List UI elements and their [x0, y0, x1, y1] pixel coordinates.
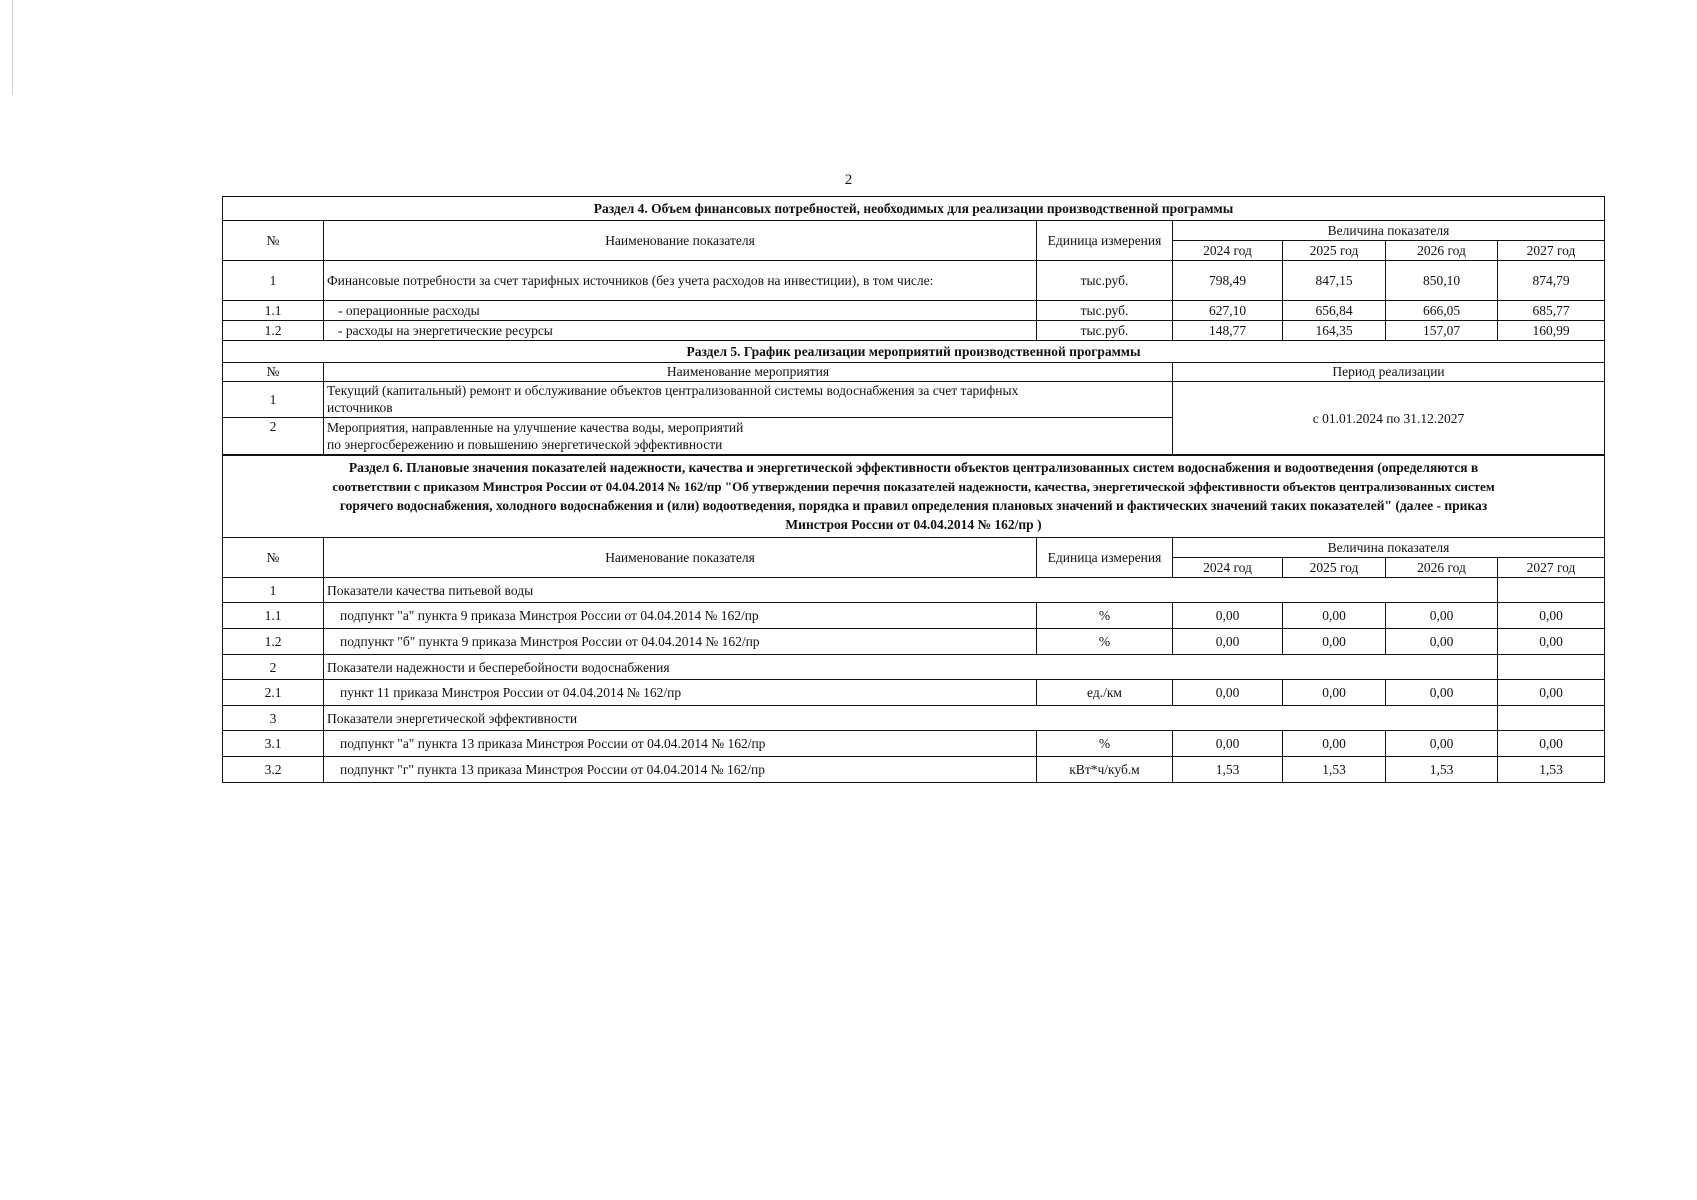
- row-value: 0,00: [1498, 603, 1605, 629]
- row-value: 1,53: [1283, 757, 1386, 783]
- col-header-name: Наименование показателя: [324, 221, 1037, 261]
- section5-table: [222, 340, 1605, 456]
- row-unit: тыс.руб.: [1037, 261, 1173, 301]
- row-name-line: по энергосбережению и повышению энергетической эффективности: [327, 437, 723, 452]
- table-row: [223, 321, 1605, 341]
- col-header-year: 2025 год: [1283, 241, 1386, 261]
- row-num: 1.1: [223, 603, 324, 629]
- group-row: [223, 578, 1605, 603]
- col-header-year: 2025 год: [1283, 558, 1386, 578]
- row-value: 1,53: [1498, 757, 1605, 783]
- table-row: [223, 381, 1605, 417]
- row-value: 0,00: [1386, 680, 1498, 706]
- row-unit: кВт*ч/куб.м: [1037, 757, 1173, 783]
- row-value: 0,00: [1283, 603, 1386, 629]
- row-value: 847,15: [1283, 261, 1386, 301]
- row-value: 0,00: [1173, 603, 1283, 629]
- row-name: подпункт "б" пункта 9 приказа Минстроя России от 04.04.2014 № 162/пр: [324, 629, 1037, 655]
- row-value: 160,99: [1498, 321, 1605, 341]
- row-unit: %: [1037, 603, 1173, 629]
- section6-title: [223, 455, 1605, 538]
- group-num: 2: [223, 655, 324, 680]
- col-header-unit: Единица измерения: [1037, 538, 1173, 578]
- row-num: 2: [223, 417, 324, 455]
- col-header-num: №: [223, 362, 324, 381]
- row-value: 0,00: [1283, 680, 1386, 706]
- row-num: 1.2: [223, 321, 324, 341]
- row-name-line: источников: [327, 400, 393, 415]
- row-name-line: Текущий (капитальный) ремонт и обслуживание объектов централизованной системы водоснабжения за счет тарифных: [327, 383, 1019, 398]
- row-value: 1,53: [1386, 757, 1498, 783]
- col-header-year: 2027 год: [1498, 558, 1605, 578]
- row-name: - операционные расходы: [324, 301, 1037, 321]
- row-unit: тыс.руб.: [1037, 321, 1173, 341]
- col-header-value: Величина показателя: [1173, 538, 1605, 558]
- group-num: 1: [223, 578, 324, 603]
- row-name: - расходы на энергетические ресурсы: [324, 321, 1037, 341]
- group-row: [223, 706, 1605, 731]
- row-value: 0,00: [1173, 629, 1283, 655]
- row-name: подпункт "г" пункта 13 приказа Минстроя России от 04.04.2014 № 162/пр: [324, 757, 1037, 783]
- scan-edge-line: [12, 0, 13, 95]
- group-name: Показатели надежности и бесперебойности водоснабжения: [324, 655, 1498, 680]
- table-row: [223, 757, 1605, 783]
- row-unit: ед./км: [1037, 680, 1173, 706]
- col-header-value: Величина показателя: [1173, 221, 1605, 241]
- row-unit: %: [1037, 731, 1173, 757]
- row-num: 3.2: [223, 757, 324, 783]
- table-row: [223, 261, 1605, 301]
- col-header-year: 2026 год: [1386, 558, 1498, 578]
- col-header-year: 2024 год: [1173, 558, 1283, 578]
- empty-cell: [1498, 706, 1605, 731]
- row-num: 1.1: [223, 301, 324, 321]
- row-name: пункт 11 приказа Минстроя России от 04.04.2014 № 162/пр: [324, 680, 1037, 706]
- section6-title-line: горячего водоснабжения, холодного водоснабжения и (или) водоотведения, порядка и правил определения плановых значений и фактических значений таких показателей" (далее - приказ: [339, 498, 1488, 513]
- section6-title-line: Минстроя России от 04.04.2014 № 162/пр ): [785, 517, 1042, 532]
- col-header-year: 2027 год: [1498, 241, 1605, 261]
- row-unit: тыс.руб.: [1037, 301, 1173, 321]
- row-num: 3.1: [223, 731, 324, 757]
- table-row: [223, 680, 1605, 706]
- row-name: подпункт "а" пункта 13 приказа Минстроя России от 04.04.2014 № 162/пр: [324, 731, 1037, 757]
- group-num: 3: [223, 706, 324, 731]
- row-value: 685,77: [1498, 301, 1605, 321]
- row-value: 0,00: [1173, 680, 1283, 706]
- table-row: [223, 301, 1605, 321]
- row-value: 0,00: [1498, 680, 1605, 706]
- row-name: [324, 417, 1173, 455]
- group-name: Показатели энергетической эффективности: [324, 706, 1498, 731]
- row-value: 0,00: [1386, 731, 1498, 757]
- col-header-period: Период реализации: [1173, 362, 1605, 381]
- row-value: 0,00: [1173, 731, 1283, 757]
- row-value: 0,00: [1498, 731, 1605, 757]
- row-num: 1.2: [223, 629, 324, 655]
- row-num: 1: [223, 381, 324, 417]
- col-header-year: 2024 год: [1173, 241, 1283, 261]
- row-name: [324, 381, 1173, 417]
- col-header-unit: Единица измерения: [1037, 221, 1173, 261]
- row-num: 1: [223, 261, 324, 301]
- row-unit: %: [1037, 629, 1173, 655]
- section4-table: [222, 196, 1605, 341]
- period-cell: с 01.01.2024 по 31.12.2027: [1173, 381, 1605, 455]
- section6-title-line: соответствии с приказом Минстроя России от 04.04.2014 № 162/пр "Об утверждении перечня показателей надежности, качества, энергетической эффективности объектов централизованных систем: [332, 479, 1495, 494]
- group-row: [223, 655, 1605, 680]
- page-number: 2: [844, 172, 853, 188]
- col-header-name: Наименование показателя: [324, 538, 1037, 578]
- row-value: 798,49: [1173, 261, 1283, 301]
- row-num: 2.1: [223, 680, 324, 706]
- row-value: 0,00: [1283, 731, 1386, 757]
- section5-title: Раздел 5. График реализации мероприятий производственной программы: [223, 340, 1605, 362]
- empty-cell: [1498, 655, 1605, 680]
- row-value: 0,00: [1498, 629, 1605, 655]
- section6-title-line: Раздел 6. Плановые значения показателей надежности, качества и энергетической эффективности объектов централизованных систем водоснабжения и водоотведения (определяются в: [348, 460, 1479, 475]
- table-row: [223, 731, 1605, 757]
- row-value: 850,10: [1386, 261, 1498, 301]
- group-name: Показатели качества питьевой воды: [324, 578, 1498, 603]
- row-value: 0,00: [1386, 629, 1498, 655]
- col-header-num: №: [223, 221, 324, 261]
- section4-title: Раздел 4. Объем финансовых потребностей, необходимых для реализации производственной программы: [223, 197, 1605, 221]
- table-row: [223, 603, 1605, 629]
- row-value: 0,00: [1283, 629, 1386, 655]
- table-row: [223, 629, 1605, 655]
- row-value: 874,79: [1498, 261, 1605, 301]
- row-value: 0,00: [1386, 603, 1498, 629]
- col-header-year: 2026 год: [1386, 241, 1498, 261]
- row-name: подпункт "а" пункта 9 приказа Минстроя России от 04.04.2014 № 162/пр: [324, 603, 1037, 629]
- row-value: 666,05: [1386, 301, 1498, 321]
- col-header-num: №: [223, 538, 324, 578]
- row-name-line: Мероприятия, направленные на улучшение качества воды, мероприятий: [327, 420, 744, 435]
- empty-cell: [1498, 578, 1605, 603]
- row-value: 1,53: [1173, 757, 1283, 783]
- row-name: Финансовые потребности за счет тарифных источников (без учета расходов на инвестиции), в том числе:: [324, 261, 1037, 301]
- row-value: 157,07: [1386, 321, 1498, 341]
- row-value: 627,10: [1173, 301, 1283, 321]
- document-body: [222, 196, 1604, 783]
- col-header-name: Наименование мероприятия: [324, 362, 1173, 381]
- section6-table: [222, 454, 1605, 783]
- row-value: 656,84: [1283, 301, 1386, 321]
- row-value: 164,35: [1283, 321, 1386, 341]
- row-value: 148,77: [1173, 321, 1283, 341]
